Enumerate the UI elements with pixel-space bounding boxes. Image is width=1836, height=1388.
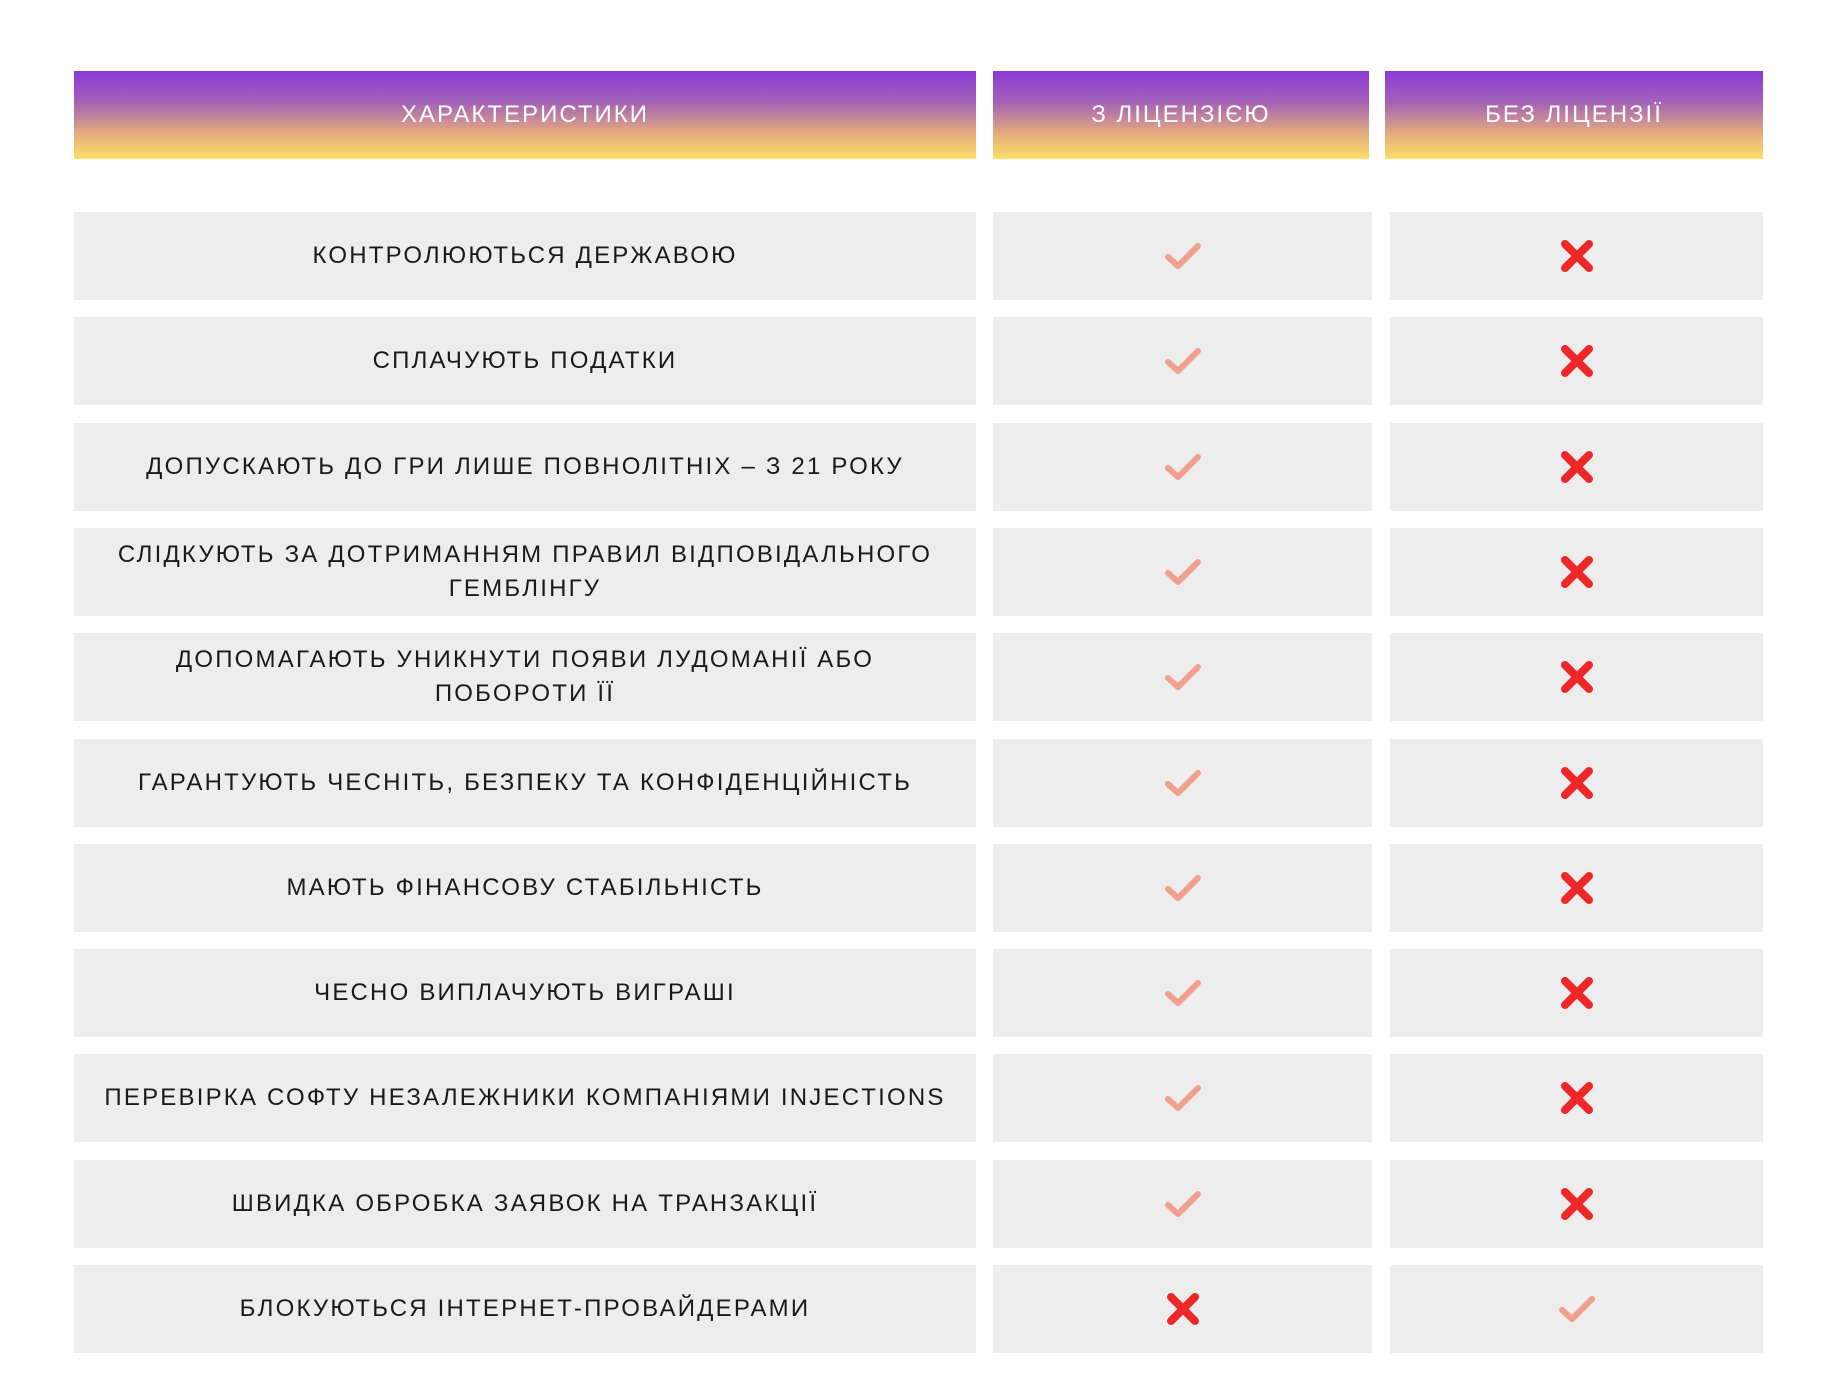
feature-label: ЧЕСНО ВИПЛАЧУЮТЬ ВИГРАШІ (314, 979, 736, 1006)
check-icon (1163, 240, 1203, 272)
cross-icon (1559, 449, 1595, 485)
header-features (74, 71, 976, 159)
cross-icon (1559, 238, 1595, 274)
header-unlicensed (1385, 71, 1763, 159)
table-row-feature (74, 423, 976, 511)
feature-label: СЛІДКУЮТЬ ЗА ДОТРИМАННЯМ ПРАВИЛ ВІДПОВІДАЛЬНОГО ГЕМБЛІНГУ (117, 541, 933, 602)
header-licensed (993, 71, 1369, 159)
table-row-feature (74, 1265, 976, 1353)
check-icon (1557, 1293, 1597, 1325)
table-row-unlicensed-cell (1390, 1265, 1763, 1353)
table-row-feature (74, 1054, 976, 1142)
check-icon (1163, 661, 1203, 693)
check-icon (1163, 977, 1203, 1009)
table-row-licensed-cell (993, 633, 1372, 721)
header-features-label: ХАРАКТЕРИСТИКИ (400, 101, 649, 128)
cross-icon (1559, 870, 1595, 906)
feature-label: ДОПУСКАЮТЬ ДО ГРИ ЛИШЕ ПОВНОЛІТНІХ – З 21 РОКУ (146, 453, 904, 480)
table-row-licensed-cell (993, 528, 1372, 616)
check-icon (1163, 451, 1203, 483)
cross-icon (1559, 343, 1595, 379)
table-row-licensed-cell (993, 212, 1372, 300)
table-row-licensed-cell (993, 949, 1372, 1037)
table-row-feature (74, 739, 976, 827)
table-row-unlicensed-cell (1390, 212, 1763, 300)
table-row-unlicensed-cell (1390, 1054, 1763, 1142)
header-unlicensed-label: БЕЗ ЛІЦЕНЗІЇ (1485, 101, 1663, 128)
table-row-unlicensed-cell (1390, 739, 1763, 827)
check-icon (1163, 872, 1203, 904)
check-icon (1163, 1188, 1203, 1220)
table-row-feature (74, 528, 976, 616)
check-icon (1163, 556, 1203, 588)
feature-label: МАЮТЬ ФІНАНСОВУ СТАБІЛЬНІСТЬ (286, 874, 764, 901)
cross-icon (1559, 975, 1595, 1011)
table-row-feature (74, 317, 976, 405)
feature-label: ГАРАНТУЮТЬ ЧЕСНІТЬ, БЕЗПЕКУ ТА КОНФІДЕНЦІЙНІСТЬ (137, 769, 913, 796)
table-row-feature (74, 844, 976, 932)
table-row-feature (74, 212, 976, 300)
table-row-licensed-cell (993, 1160, 1372, 1248)
table-row-unlicensed-cell (1390, 949, 1763, 1037)
feature-label: КОНТРОЛЮЮТЬСЯ ДЕРЖАВОЮ (312, 242, 738, 269)
table-row-licensed-cell (993, 317, 1372, 405)
feature-label: ПЕРЕВІРКА СОФТУ НЕЗАЛЕЖНИКИ КОМПАНІЯМИ INJECTIONS (104, 1084, 946, 1111)
table-row-licensed-cell (993, 1265, 1372, 1353)
table-row-unlicensed-cell (1390, 423, 1763, 511)
feature-label: ДОПОМАГАЮТЬ УНИКНУТИ ПОЯВИ ЛУДОМАНІЇ АБО ПОБОРОТИ ЇЇ (175, 646, 875, 707)
table-row-feature (74, 949, 976, 1037)
check-icon (1163, 767, 1203, 799)
table-row-unlicensed-cell (1390, 317, 1763, 405)
feature-label: БЛОКУЮТЬСЯ ІНТЕРНЕТ-ПРОВАЙДЕРАМИ (239, 1295, 811, 1322)
table-row-unlicensed-cell (1390, 528, 1763, 616)
table-row-feature (74, 1160, 976, 1248)
cross-icon (1165, 1291, 1201, 1327)
table-row-licensed-cell (993, 844, 1372, 932)
table-row-unlicensed-cell (1390, 1160, 1763, 1248)
table-row-licensed-cell (993, 739, 1372, 827)
table-row-unlicensed-cell (1390, 844, 1763, 932)
cross-icon (1559, 1080, 1595, 1116)
table-row-unlicensed-cell (1390, 633, 1763, 721)
feature-label: СПЛАЧУЮТЬ ПОДАТКИ (372, 347, 678, 374)
cross-icon (1559, 1186, 1595, 1222)
table-row-licensed-cell (993, 423, 1372, 511)
cross-icon (1559, 554, 1595, 590)
cross-icon (1559, 765, 1595, 801)
check-icon (1163, 345, 1203, 377)
header-licensed-label: З ЛІЦЕНЗІЄЮ (1091, 101, 1271, 128)
feature-label: ШВИДКА ОБРОБКА ЗАЯВОК НА ТРАНЗАКЦІЇ (231, 1190, 819, 1217)
check-icon (1163, 1082, 1203, 1114)
cross-icon (1559, 659, 1595, 695)
table-row-feature (74, 633, 976, 721)
table-row-licensed-cell (993, 1054, 1372, 1142)
